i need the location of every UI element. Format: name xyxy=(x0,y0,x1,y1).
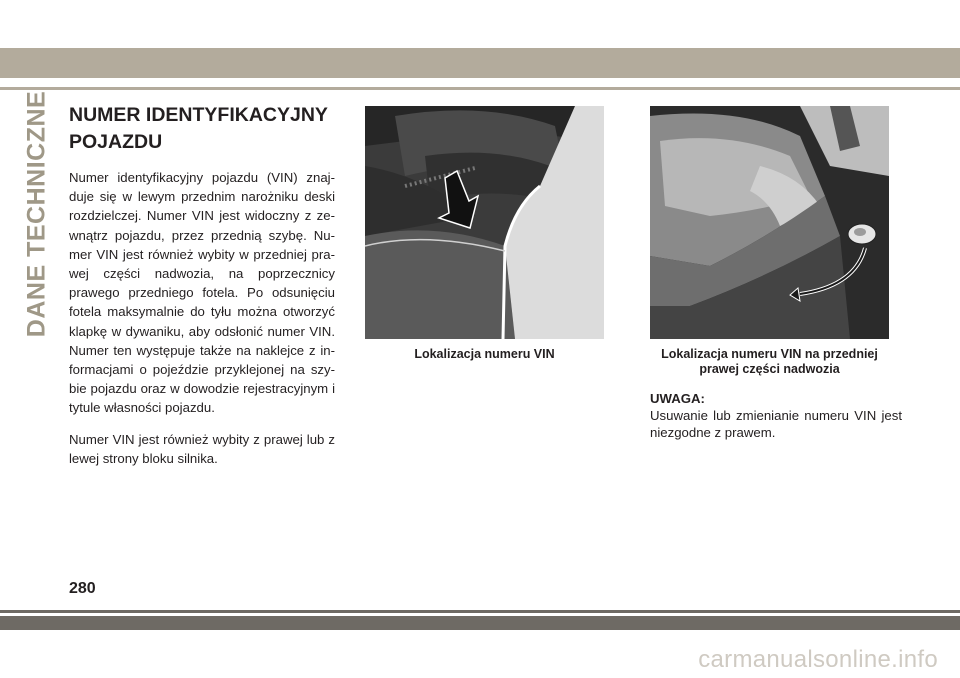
section-label xyxy=(22,90,52,338)
warning-note xyxy=(650,390,902,441)
watermark: carmanualsonline.info xyxy=(698,646,938,673)
dashboard-vin-caption: Lokalizacja numeru VIN xyxy=(414,347,555,361)
footer-rule xyxy=(0,610,960,613)
footer-band xyxy=(0,616,960,630)
note-title: UWAGA: xyxy=(650,391,705,406)
section-label-text: DANE TECHNICZNE xyxy=(22,90,51,338)
seat-vin-caption xyxy=(650,347,889,377)
dashboard-vin-photo xyxy=(365,106,604,339)
page-title-line-2: POJAZDU xyxy=(69,131,163,153)
seat-vin-caption-line-1: Lokalizacja numeru VIN na przedniej xyxy=(661,347,878,361)
header-rule xyxy=(0,87,960,90)
page-number: 280 xyxy=(69,580,96,597)
vin-location-paragraph: Numer identyfikacyjny pojazdu (VIN) znaj-duje się w lewym przednim narożniku deski rozdzielczej. Numer VIN jest widoczny z ze-wnątrz pojazdu, przez przednią szybę. Nu-mer VIN jest również wybity w przedniej pra-wej części nadwozia, na poprzecznicy prawego przedniego fotela. Po odsunięciu fotela maksymalnie do tyłu można otworzyć klapkę w dywaniku, aby odsłonić numer VIN. Numer ten występuje także na naklejce z in-formacjami o pojeździe przyklejonej na szy-bie pojazdu oraz w dowodzie rejestracyjnym i tytule własności pojazdu. xyxy=(69,170,335,416)
main-text-column xyxy=(69,102,335,480)
note-text: Usuwanie lub zmienianie numeru VIN jest niezgodne z prawem. xyxy=(650,408,902,440)
header-band xyxy=(0,48,960,78)
page-title xyxy=(69,102,335,156)
page-title-line-1: NUMER IDENTYFIKACYJNY xyxy=(69,104,328,126)
seat-vin-figure xyxy=(650,106,889,377)
seat-vin-caption-line-2: prawej części nadwozia xyxy=(699,362,840,376)
seat-vin-photo xyxy=(650,106,889,339)
engine-vin-paragraph: Numer VIN jest również wybity z prawej lub z lewej strony bloku silnika. xyxy=(69,431,335,466)
dashboard-vin-figure xyxy=(365,106,604,362)
